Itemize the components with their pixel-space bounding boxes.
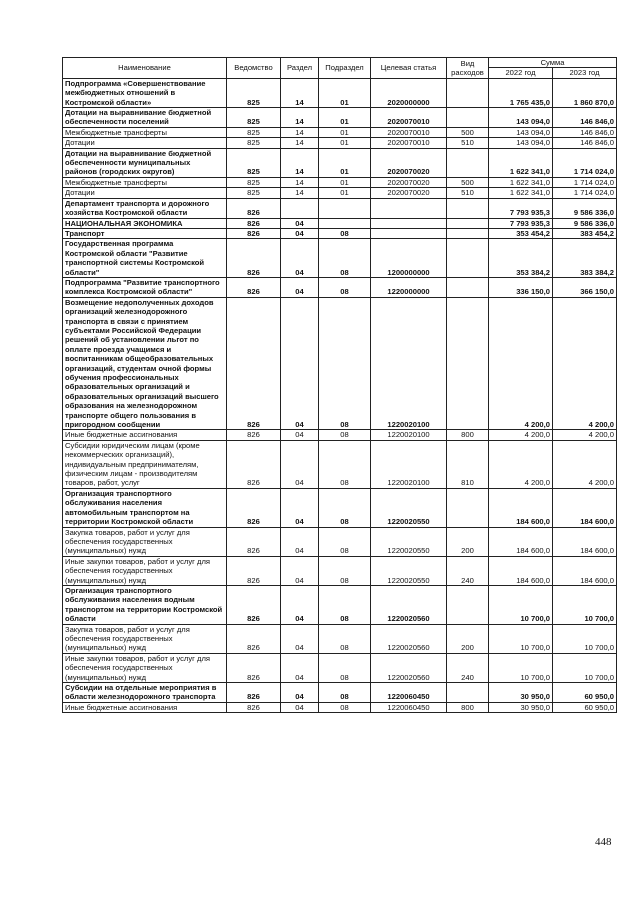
col-header-2023: 2023 год	[553, 68, 617, 78]
sum-2022-cell: 184 600,0	[489, 527, 553, 556]
sum-2023-cell: 383 454,2	[553, 228, 617, 238]
table-row	[63, 277, 617, 297]
podrazdel-cell: 08	[319, 488, 371, 527]
vedomstvo-cell: 826	[227, 430, 281, 440]
podrazdel-cell: 01	[319, 127, 371, 137]
target-cell: 1220020560	[371, 653, 447, 682]
sum-2023-cell: 4 200,0	[553, 440, 617, 488]
razdel-cell: 04	[281, 239, 319, 278]
table-row	[63, 188, 617, 198]
row-name-cell: Департамент транспорта и дорожного хозяйства Костромской области	[63, 198, 227, 218]
vid-cell	[447, 108, 489, 128]
podrazdel-cell: 08	[319, 430, 371, 440]
razdel-cell: 04	[281, 440, 319, 488]
razdel-cell: 04	[281, 624, 319, 653]
vid-cell: 800	[447, 430, 489, 440]
vedomstvo-cell: 826	[227, 488, 281, 527]
podrazdel-cell	[319, 218, 371, 228]
vedomstvo-cell: 825	[227, 127, 281, 137]
vedomstvo-cell: 826	[227, 440, 281, 488]
vid-cell: 200	[447, 624, 489, 653]
vid-cell: 800	[447, 702, 489, 712]
table-row	[63, 218, 617, 228]
razdel-cell: 14	[281, 127, 319, 137]
table-row	[63, 127, 617, 137]
table-row	[63, 556, 617, 585]
vedomstvo-cell: 826	[227, 653, 281, 682]
vedomstvo-cell: 826	[227, 277, 281, 297]
sum-2022-cell: 1 622 341,0	[489, 188, 553, 198]
col-header-vid: Вид расходов	[447, 58, 489, 79]
table-row	[63, 148, 617, 177]
target-cell: 1220020550	[371, 556, 447, 585]
table-row	[63, 653, 617, 682]
vid-cell	[447, 148, 489, 177]
table-row	[63, 702, 617, 712]
razdel-cell	[281, 198, 319, 218]
sum-2022-cell: 184 600,0	[489, 488, 553, 527]
podrazdel-cell: 08	[319, 702, 371, 712]
sum-2023-cell: 366 150,0	[553, 277, 617, 297]
target-cell: 1220020550	[371, 527, 447, 556]
row-name-cell: Государственная программа Костромской области "Развитие транспортной системы Костромской области"	[63, 239, 227, 278]
podrazdel-cell: 08	[319, 297, 371, 430]
table-row	[63, 198, 617, 218]
podrazdel-cell: 01	[319, 148, 371, 177]
sum-2022-cell: 143 094,0	[489, 138, 553, 148]
sum-2023-cell: 146 846,0	[553, 127, 617, 137]
sum-2023-cell: 146 846,0	[553, 108, 617, 128]
razdel-cell: 14	[281, 148, 319, 177]
vid-cell	[447, 585, 489, 624]
razdel-cell: 04	[281, 527, 319, 556]
vid-cell	[447, 78, 489, 107]
sum-2022-cell: 10 700,0	[489, 585, 553, 624]
razdel-cell: 04	[281, 702, 319, 712]
col-header-vedomstvo: Ведомство	[227, 58, 281, 79]
podrazdel-cell: 08	[319, 239, 371, 278]
table-row	[63, 488, 617, 527]
row-name-cell: Иные закупки товаров, работ и услуг для обеспечения государственных (муниципальных) нужд	[63, 556, 227, 585]
table-row	[63, 228, 617, 238]
sum-2023-cell: 1 860 870,0	[553, 78, 617, 107]
podrazdel-cell: 01	[319, 108, 371, 128]
sum-2022-cell: 353 454,2	[489, 228, 553, 238]
sum-2023-cell: 4 200,0	[553, 297, 617, 430]
vid-cell: 510	[447, 188, 489, 198]
target-cell: 1220000000	[371, 277, 447, 297]
table-row	[63, 138, 617, 148]
vid-cell: 510	[447, 138, 489, 148]
row-name-cell: Межбюджетные трансферты	[63, 177, 227, 187]
row-name-cell: Дотации	[63, 138, 227, 148]
row-name-cell: Закупка товаров, работ и услуг для обеспечения государственных (муниципальных) нужд	[63, 527, 227, 556]
row-name-cell: Субсидии юридическим лицам (кроме некоммерческих организаций), индивидуальным предпринимателям, физическим лицам - производителям товаров, работ, услуг	[63, 440, 227, 488]
row-name-cell: Организация транспортного обслуживания населения водным транспортом на территории Костромской области	[63, 585, 227, 624]
target-cell: 2020070010	[371, 127, 447, 137]
target-cell	[371, 198, 447, 218]
vid-cell	[447, 198, 489, 218]
sum-2023-cell: 1 714 024,0	[553, 188, 617, 198]
podrazdel-cell: 08	[319, 653, 371, 682]
page-number: 448	[595, 836, 612, 848]
table-row	[63, 78, 617, 107]
header-row	[63, 58, 617, 68]
sum-2022-cell: 4 200,0	[489, 440, 553, 488]
target-cell: 1220020100	[371, 430, 447, 440]
target-cell: 1220060450	[371, 683, 447, 703]
sum-2023-cell: 146 846,0	[553, 138, 617, 148]
vid-cell: 200	[447, 527, 489, 556]
podrazdel-cell: 08	[319, 527, 371, 556]
vid-cell: 240	[447, 556, 489, 585]
podrazdel-cell: 01	[319, 78, 371, 107]
vedomstvo-cell: 825	[227, 138, 281, 148]
row-name-cell: Межбюджетные трансферты	[63, 127, 227, 137]
target-cell: 2020070010	[371, 138, 447, 148]
razdel-cell: 14	[281, 108, 319, 128]
table-row	[63, 297, 617, 430]
razdel-cell: 04	[281, 488, 319, 527]
sum-2023-cell: 10 700,0	[553, 585, 617, 624]
table-row	[63, 177, 617, 187]
vid-cell	[447, 488, 489, 527]
col-header-razdel: Раздел	[281, 58, 319, 79]
table-row	[63, 239, 617, 278]
budget-table	[62, 57, 617, 713]
podrazdel-cell	[319, 198, 371, 218]
razdel-cell: 04	[281, 585, 319, 624]
razdel-cell: 04	[281, 556, 319, 585]
sum-2023-cell: 184 600,0	[553, 556, 617, 585]
row-name-cell: Иные закупки товаров, работ и услуг для обеспечения государственных (муниципальных) нужд	[63, 653, 227, 682]
target-cell: 1220020100	[371, 297, 447, 430]
target-cell: 1220020100	[371, 440, 447, 488]
razdel-cell: 04	[281, 430, 319, 440]
target-cell: 2020070010	[371, 108, 447, 128]
sum-2022-cell: 143 094,0	[489, 127, 553, 137]
sum-2023-cell: 60 950,0	[553, 702, 617, 712]
vedomstvo-cell: 825	[227, 177, 281, 187]
vedomstvo-cell: 826	[227, 198, 281, 218]
sum-2022-cell: 184 600,0	[489, 556, 553, 585]
vedomstvo-cell: 826	[227, 556, 281, 585]
table-body	[63, 78, 617, 712]
vid-cell	[447, 683, 489, 703]
col-header-summa: Сумма	[489, 58, 617, 68]
vid-cell: 810	[447, 440, 489, 488]
sum-2023-cell: 9 586 336,0	[553, 218, 617, 228]
row-name-cell: Закупка товаров, работ и услуг для обеспечения государственных (муниципальных) нужд	[63, 624, 227, 653]
podrazdel-cell: 01	[319, 177, 371, 187]
table-row	[63, 683, 617, 703]
podrazdel-cell: 08	[319, 440, 371, 488]
podrazdel-cell: 08	[319, 683, 371, 703]
podrazdel-cell: 08	[319, 624, 371, 653]
razdel-cell: 14	[281, 78, 319, 107]
sum-2023-cell: 184 600,0	[553, 527, 617, 556]
razdel-cell: 04	[281, 297, 319, 430]
vid-cell	[447, 218, 489, 228]
vedomstvo-cell: 826	[227, 624, 281, 653]
vedomstvo-cell: 826	[227, 239, 281, 278]
row-name-cell: Иные бюджетные ассигнования	[63, 430, 227, 440]
sum-2022-cell: 4 200,0	[489, 430, 553, 440]
table-row	[63, 527, 617, 556]
table-row	[63, 624, 617, 653]
podrazdel-cell: 01	[319, 188, 371, 198]
row-name-cell: Транспорт	[63, 228, 227, 238]
vedomstvo-cell: 825	[227, 148, 281, 177]
target-cell: 1200000000	[371, 239, 447, 278]
row-name-cell: Дотации	[63, 188, 227, 198]
sum-2023-cell: 10 700,0	[553, 653, 617, 682]
table-row	[63, 108, 617, 128]
sum-2023-cell: 4 200,0	[553, 430, 617, 440]
podrazdel-cell: 08	[319, 228, 371, 238]
sum-2022-cell: 4 200,0	[489, 297, 553, 430]
vid-cell: 500	[447, 127, 489, 137]
sum-2023-cell: 1 714 024,0	[553, 177, 617, 187]
vedomstvo-cell: 826	[227, 228, 281, 238]
razdel-cell: 04	[281, 683, 319, 703]
razdel-cell: 04	[281, 218, 319, 228]
sum-2022-cell: 1 622 341,0	[489, 148, 553, 177]
table-row	[63, 430, 617, 440]
table-row	[63, 585, 617, 624]
target-cell	[371, 228, 447, 238]
row-name-cell: Возмещение недополученных доходов организаций железнодорожного транспорта в связи с принятием субъектами Российской Федерации решений об установлении льгот по оплате проезда учащимся и воспитанникам общеобразовательных организаций, студентам очной формы обучения профессиональных образовательных организаций и образовательных организаций высшего образования на железнодорожном транспорте общего пользования в пригородном сообщении	[63, 297, 227, 430]
vedomstvo-cell: 825	[227, 78, 281, 107]
sum-2023-cell: 184 600,0	[553, 488, 617, 527]
razdel-cell: 04	[281, 277, 319, 297]
sum-2022-cell: 7 793 935,3	[489, 198, 553, 218]
col-header-podrazdel: Подраздел	[319, 58, 371, 79]
sum-2022-cell: 353 384,2	[489, 239, 553, 278]
col-header-name: Наименование	[63, 58, 227, 79]
row-name-cell: Дотации на выравнивание бюджетной обеспеченности поселений	[63, 108, 227, 128]
sum-2023-cell: 383 384,2	[553, 239, 617, 278]
vedomstvo-cell: 825	[227, 188, 281, 198]
row-name-cell: Дотации на выравнивание бюджетной обеспеченности муниципальных районов (городских округов)	[63, 148, 227, 177]
sum-2022-cell: 10 700,0	[489, 653, 553, 682]
target-cell: 1220020550	[371, 488, 447, 527]
col-header-target: Целевая статья	[371, 58, 447, 79]
row-name-cell: Организация транспортного обслуживания населения автомобильным транспортом на территории Костромской области	[63, 488, 227, 527]
sum-2023-cell: 9 586 336,0	[553, 198, 617, 218]
sum-2022-cell: 1 622 341,0	[489, 177, 553, 187]
row-name-cell: Иные бюджетные ассигнования	[63, 702, 227, 712]
razdel-cell: 14	[281, 138, 319, 148]
vedomstvo-cell: 826	[227, 702, 281, 712]
target-cell: 1220060450	[371, 702, 447, 712]
target-cell	[371, 218, 447, 228]
razdel-cell: 04	[281, 228, 319, 238]
sum-2022-cell: 143 094,0	[489, 108, 553, 128]
vedomstvo-cell: 825	[227, 108, 281, 128]
row-name-cell: Подпрограмма «Совершенствование межбюджетных отношений в Костромской области»	[63, 78, 227, 107]
sum-2022-cell: 1 765 435,0	[489, 78, 553, 107]
sum-2022-cell: 30 950,0	[489, 683, 553, 703]
target-cell: 2020070020	[371, 177, 447, 187]
podrazdel-cell: 08	[319, 556, 371, 585]
podrazdel-cell: 08	[319, 277, 371, 297]
razdel-cell: 14	[281, 177, 319, 187]
sum-2022-cell: 336 150,0	[489, 277, 553, 297]
target-cell: 2020000000	[371, 78, 447, 107]
target-cell: 2020070020	[371, 148, 447, 177]
row-name-cell: НАЦИОНАЛЬНАЯ ЭКОНОМИКА	[63, 218, 227, 228]
target-cell: 1220020560	[371, 624, 447, 653]
vid-cell: 240	[447, 653, 489, 682]
sum-2022-cell: 10 700,0	[489, 624, 553, 653]
target-cell: 2020070020	[371, 188, 447, 198]
vid-cell	[447, 297, 489, 430]
podrazdel-cell: 01	[319, 138, 371, 148]
vid-cell	[447, 239, 489, 278]
row-name-cell: Субсидии на отдельные мероприятия в области железнодорожного транспорта	[63, 683, 227, 703]
sum-2023-cell: 1 714 024,0	[553, 148, 617, 177]
vedomstvo-cell: 826	[227, 585, 281, 624]
sum-2023-cell: 60 950,0	[553, 683, 617, 703]
sum-2023-cell: 10 700,0	[553, 624, 617, 653]
vedomstvo-cell: 826	[227, 527, 281, 556]
target-cell: 1220020560	[371, 585, 447, 624]
vid-cell	[447, 228, 489, 238]
sum-2022-cell: 30 950,0	[489, 702, 553, 712]
table-row	[63, 440, 617, 488]
row-name-cell: Подпрограмма "Развитие транспортного комплекса Костромской области"	[63, 277, 227, 297]
sum-2022-cell: 7 793 935,3	[489, 218, 553, 228]
vid-cell: 500	[447, 177, 489, 187]
vedomstvo-cell: 826	[227, 683, 281, 703]
col-header-2022: 2022 год	[489, 68, 553, 78]
vedomstvo-cell: 826	[227, 218, 281, 228]
vid-cell	[447, 277, 489, 297]
podrazdel-cell: 08	[319, 585, 371, 624]
vedomstvo-cell: 826	[227, 297, 281, 430]
razdel-cell: 14	[281, 188, 319, 198]
razdel-cell: 04	[281, 653, 319, 682]
